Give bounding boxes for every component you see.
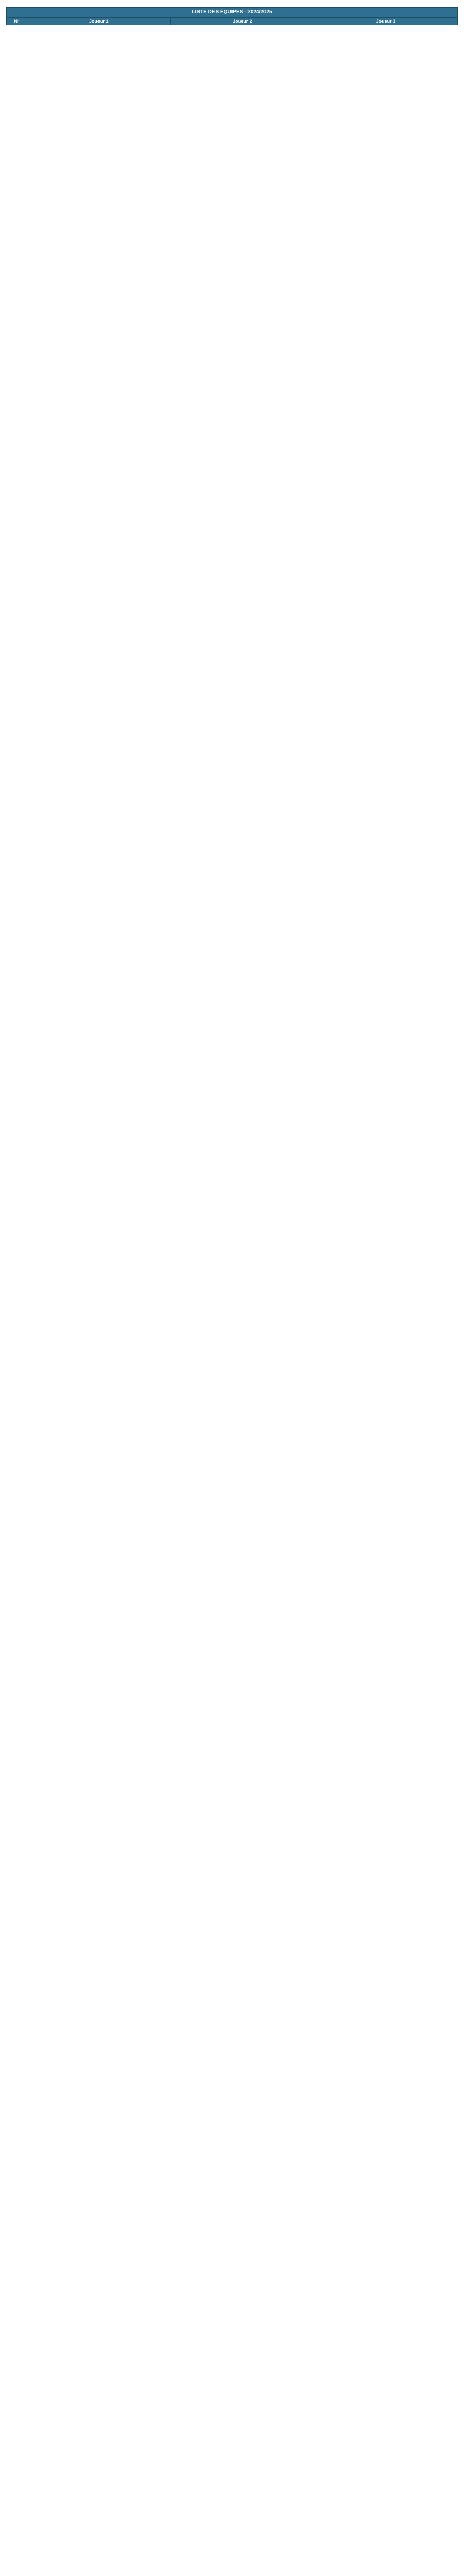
column-header-number: N° bbox=[7, 18, 27, 25]
table-title: LISTE DES ÉQUIPES - 2024/2025 bbox=[7, 8, 458, 18]
column-header-player-2: Joueur 2 bbox=[171, 18, 314, 25]
column-header-player-1: Joueur 1 bbox=[27, 18, 171, 25]
team-table bbox=[6, 7, 458, 25]
column-header-player-3: Joueur 3 bbox=[314, 18, 457, 25]
table-title-row bbox=[7, 8, 458, 18]
table-header-row bbox=[7, 18, 458, 25]
